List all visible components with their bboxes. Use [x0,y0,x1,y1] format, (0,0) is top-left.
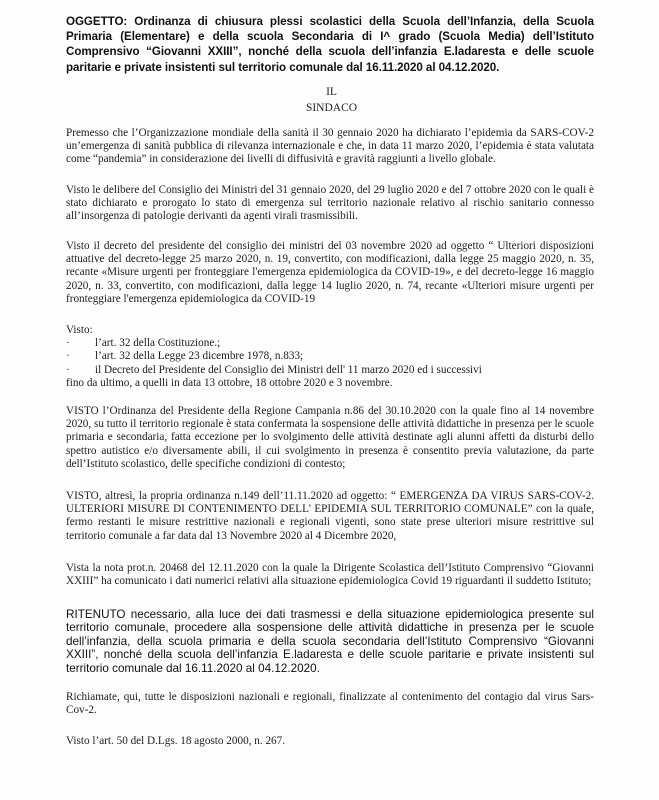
visto-item-text: l’art. 32 della Legge 23 dicembre 1978, n.833; [95,350,304,363]
visto-tail: fino da ultimo, a quelli in data 13 ottobre, 18 ottobre 2020 e 3 novembre. [66,376,393,389]
paragraph-visto-ordinanza-regione: VISTO l’Ordinanza del Presidente della Regione Campania n.86 del 30.10.2020 con la quale fino al 14 novembre 2020, su tutto il territorio regionale è stata confermata la sospensione delle attività didattiche in presenza per le scuole primaria e secondaria, fatta eccezione per lo svolgimento delle attività destinate agli alunni affetti da disturbi dello spettro autistico e/o diversamente abili, il cui svolgimento in presenza è consentito previa valutazione, da parte dell’Istituto scolastico, delle specifiche condizioni di contesto; [66,405,594,470]
visto-list-item [66,350,594,363]
visto-list-item [66,337,594,350]
paragraph-visto-delibere: Visto le delibere del Consiglio dei Ministri del 31 gennaio 2020, del 29 luglio 2020 e del 7 ottobre 2020 con le quali è stato dichiarato e prorogato lo stato di emergenza sul territorio nazionale relativo al rischio sanitario connesso all’insorgenza di patologie derivanti da agenti virali trasmissibili. [66,184,594,223]
bullet-icon: · [66,350,70,363]
heading-il: IL [326,86,337,98]
paragraph-richiamate: Richiamate, qui, tutte le disposizioni nazionali e regionali, finalizzate al contenimento del contagio dal virus Sars-Cov-2. [66,691,594,717]
visto-label: Visto: [66,324,93,336]
visto-list-item [66,364,594,377]
heading-sindaco: SINDACO [305,102,358,114]
paragraph-vista-nota: Vista la nota prot.n. 20468 del 12.11.2020 con la quale la Dirigente Scolastica dell’Istituto Comprensivo “Giovanni XXIII” ha comunicato i dati numerici relativi alla situazione epidemiologica Covid 19 riguardanti il suddetto Istituto; [66,562,594,588]
subject-heading: OGGETTO: Ordinanza di chiusura plessi scolastici della Scuola dell’Infanzia, della Scuola Primaria (Elementare) e della scuola Secondaria di I^ grado (Scuola Media) dell’Istituto Comprensivo “Giovanni XXIII”, nonché della scuola dell’infanzia E.ladaresta e delle scuole paritarie e private insistenti sul territorio comunale dal 16.11.2020 al 04.12.2020. [66,15,594,74]
paragraph-visto-decreto: Visto il decreto del presidente del consiglio dei ministri del 03 novembre 2020 ad oggetto “ Ulteriori disposizioni attuative del decreto-legge 25 marzo 2020, n. 19, convertito, con modificazioni, dalla legge 25 maggio 2020, n. 35, recante «Misure urgenti per fronteggiare l'emergenza epidemiologica da COVID-19», e del decreto-legge 16 maggio 2020, n. 33, convertito, con modificazioni, dalla legge 14 luglio 2020, n. 74, recante «Ulteriori misure urgenti per fronteggiare l'emergenza epidemiologica da COVID-19 [66,240,594,305]
paragraph-ritenuto: RITENUTO necessario, alla luce dei dati trasmessi e della situazione epidemiologica presente sul territorio comunale, procedere alla sospensione delle attività didattiche in presenza per le scuole dell’infanzia, della scuola primaria e della scuola secondaria dell’Istituto Comprensivo “Giovanni XXIII”, nonché della scuola dell’infanzia E.ladaresta e delle scuole paritarie e private insistenti sul territorio comunale dal 16.11.2020 al 04.12.2020. [66,608,594,675]
bullet-icon: · [66,363,70,376]
paragraph-visto-altresi: VISTO, altresì, la propria ordinanza n.149 dell’11.11.2020 ad oggetto: “ EMERGENZA DA VIRUS SARS-COV-2. ULTERIORI MISURE DI CONTENIMENTO DELL' EPIDEMIA SUL TERRITORIO COMUNALE” con la quale, fermo restanti le misure restrittive nazionali e regionali vigenti, sono state prese ulteriori misure restrittive sul territorio comunale a far data dal 13 Novembre 2020 al 4 Dicembre 2020, [66,490,594,542]
visto-list [66,324,594,390]
visto-item-text: il Decreto del Presidente del Consiglio dei Ministri dell' 11 marzo 2020 ed i successivi [95,363,482,376]
visto-item-text: l’art. 32 della Costituzione.; [95,337,221,350]
bullet-icon: · [66,337,70,350]
paragraph-visto-art50: Visto l’art. 50 del D.Lgs. 18 agosto 2000, n. 267. [66,735,286,747]
paragraph-premesso: Premesso che l’Organizzazione mondiale della sanità il 30 gennaio 2020 ha dichiarato l’epidemia da SARS-COV-2 un’emergenza di sanità pubblica di rilevanza internazionale e che, in data 11 marzo 2020, l’epidemia è stata valutata come “pandemia” in considerazione dei livelli di diffusività e gravità raggiunti a livello globale. [66,127,594,166]
